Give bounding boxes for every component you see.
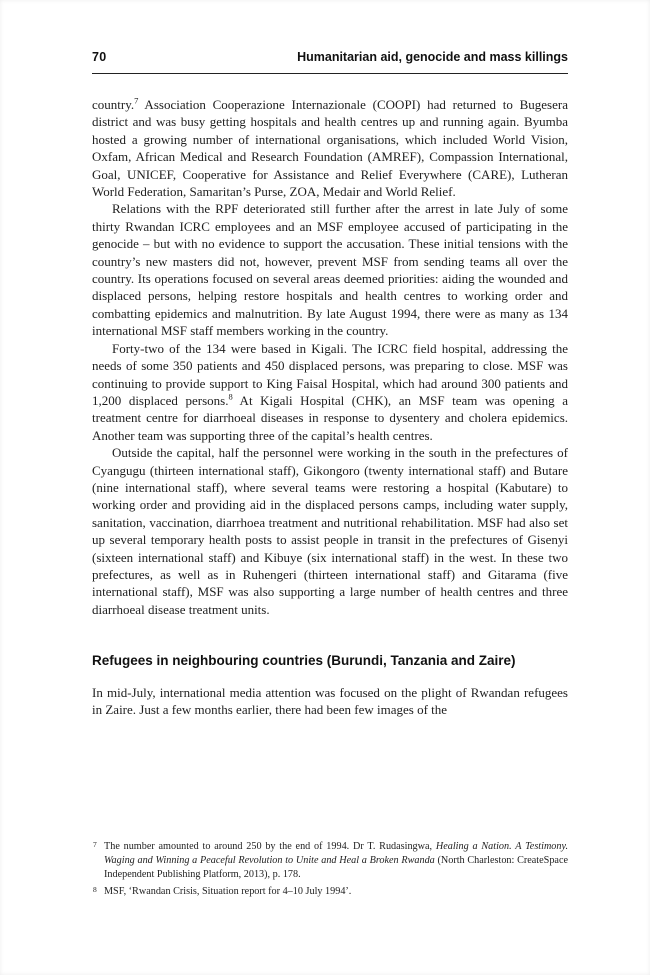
paragraph-text: Association Cooperazione Internazionale (COOPI) had returned to Bugesera district and was busy getting hospitals and health centres up and running again. Byumba hosted a growing number of international organisations, which included World Vision, Oxfam, African Medical and Research Foundation (AMREF), Compassion International, Goal, UNICEF, Cooperative for Assistance and Relief Everywhere (CARE), Lutheran World Federation, Samaritan’s Purse, ZOA, Medair and World Relief. bbox=[92, 97, 568, 200]
paragraph-1 bbox=[92, 96, 568, 200]
paragraph-2: Relations with the RPF deteriorated still further after the arrest in late July of some thirty Rwandan ICRC employees and an MSF employee accused of participating in the genocide – but with no evidence to support the accusation. These initial tensions with the country’s new masters did not, however, prevent MSF from sending teams all over the country. Its operations focused on several areas deemed priorities: aiding the wounded and displaced persons, helping restore hospitals and health centres to working order and combatting epidemics and malnutrition. By late August 1994, there were as many as 134 international MSF staff members working in the country. bbox=[92, 201, 568, 339]
paragraph-text: Forty-two of the 134 were based in Kigali. The ICRC field hospital, addressing the needs of some 350 patients and 450 displaced persons, was preparing to close. MSF was continuing to provide support to King Faisal Hospital, which had around 300 patients and 1,200 displaced persons. bbox=[92, 340, 568, 408]
footnote-ref-8: 8 bbox=[228, 391, 233, 402]
footnote-text: MSF, ‘Rwandan Crisis, Situation report for 4–10 July 1994’. bbox=[104, 886, 352, 897]
footnote-7 bbox=[92, 840, 568, 882]
page-header bbox=[92, 50, 568, 74]
page-body bbox=[92, 96, 568, 718]
footnote-book-title: Healing a Nation. A Testimony. Waging and Winning a Peaceful Revolution to Unite and Heal a Broken Rwanda bbox=[104, 841, 568, 866]
section-heading: Refugees in neighbouring countries (Burundi, Tanzania and Zaire) bbox=[92, 653, 516, 669]
paragraph-text: At Kigali Hospital (CHK), an MSF team was opening a treatment centre for diarrhoeal diseases in response to dysentery and cholera epidemics. Another team was supporting three of the capital’s health centres. bbox=[92, 392, 568, 443]
paragraph-3 bbox=[92, 340, 568, 444]
footnote-8 bbox=[92, 885, 568, 899]
footnote-text: The number amounted to around 250 by the end of 1994. Dr T. Rudasingwa, bbox=[104, 841, 436, 852]
page-number: 70 bbox=[92, 50, 107, 64]
footnote-marker-8: 8 bbox=[93, 885, 97, 894]
footnote-marker-7: 7 bbox=[93, 840, 97, 849]
paragraph-5: In mid-July, international media attention was focused on the plight of Rwandan refugees in Zaire. Just a few months earlier, there had been few images of the bbox=[92, 684, 568, 717]
running-title: Humanitarian aid, genocide and mass killings bbox=[297, 50, 568, 64]
footnotes-section bbox=[92, 840, 568, 899]
footnote-text: (North Charleston: CreateSpace Independent Publishing Platform, 2013), p. 178. bbox=[104, 855, 568, 880]
paragraph-text: country. bbox=[92, 97, 135, 112]
footnote-ref-7: 7 bbox=[134, 95, 139, 106]
paragraph-4: Outside the capital, half the personnel were working in the south in the prefectures of Cyangugu (thirteen international staff), Gikongoro (twenty international staff) and Butare (nine international staff), where several teams were restoring a hospital (Kabutare) to working order and providing aid in the displaced persons camps, including water supply, sanitation, vaccination, diarrhoea treatment and nutritional rehabilitation. MSF had also set up several temporary health posts to assist people in transit in the prefectures of Gisenyi (sixteen international staff) and Kibuye (six international staff) in the west. In these two prefectures, as well as in Ruhengeri (thirteen international staff) and Gitarama (five international staff), MSF was also supporting a large number of health centres and three diarrhoeal disease treatment units. bbox=[92, 445, 568, 617]
